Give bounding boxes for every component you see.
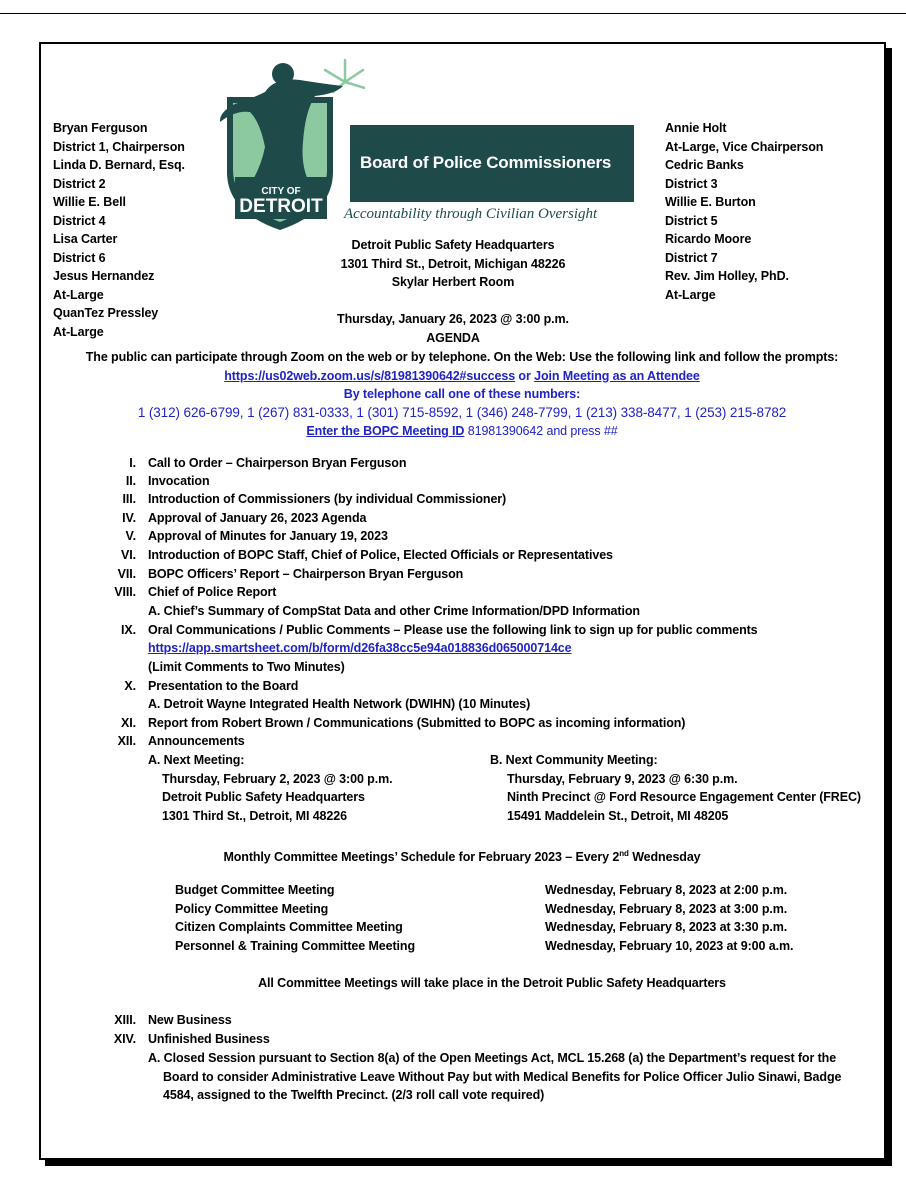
member-role: District 5 [665,213,718,228]
agenda-item: New Business [148,1013,232,1027]
member-role: District 4 [53,213,106,228]
meeting-id-value: 81981390642 and press ## [467,424,618,438]
unfinished-line: A. Closed Session pursuant to Section 8(a) of the Open Meetings Act, MCL 15.268 (a) the Department’s request for the [148,1051,837,1065]
committee-name: Policy Committee Meeting [175,901,329,916]
agenda-item: Call to Order – Chairperson Bryan Ferguson [148,456,407,470]
agenda-item: Approval of Minutes for January 19, 2023 [148,529,388,543]
agenda-num: XI. [121,716,136,730]
agenda-item: Announcements [148,734,245,748]
agenda-num: XII. [117,734,136,748]
agenda-item: Oral Communications / Public Comments – Please use the following link to sign up for public comments [148,623,758,637]
committee-name: Budget Committee Meeting [175,883,335,897]
next-meeting-label: A. Next Meeting: [148,753,245,767]
next-community-meeting [490,751,861,825]
member-role: At-Large, Vice Chairperson [665,139,824,154]
agenda-item: Introduction of Commissioners (by individual Commissioner) [148,492,507,506]
member-role: District 3 [665,176,718,191]
unfinished-line: 4584, assigned to the Twelfth Precinct. (2/3 roll call vote required) [163,1088,545,1102]
member-role: At-Large [665,287,716,302]
next-meeting-place: Detroit Public Safety Headquarters [162,790,365,804]
location-line: Skylar Herbert Room [391,275,515,289]
next-community-label: B. Next Community Meeting: [490,753,658,767]
next-community-address: 15491 Maddelein St., Detroit, MI 48205 [507,808,729,823]
next-meeting-date: Thursday, February 2, 2023 @ 3:00 p.m. [162,771,393,786]
member-role: District 1, Chairperson [53,139,185,154]
member-name: Ricardo Moore [665,232,752,246]
meeting-date: Thursday, January 26, 2023 @ 3:00 p.m. [337,312,569,326]
agenda-item: Chief of Police Report [148,585,277,599]
right-member-list [665,119,823,304]
phone-intro: By telephone call one of these numbers: [343,387,581,401]
meeting-header [290,310,616,347]
next-meeting-address: 1301 Third St., Detroit, MI 48226 [162,808,347,823]
agenda-num: II. [125,474,136,488]
unfinished-sub-item [148,1049,848,1105]
agenda-num: VI. [121,548,136,562]
committee-time: Wednesday, February 10, 2023 at 9:00 a.m. [545,938,794,953]
member-name: Willie E. Bell [53,195,126,209]
member-role: At-Large [53,287,104,302]
committee-name: Citizen Complaints Committee Meeting [175,920,403,934]
committee-names [175,881,415,955]
member-name: Annie Holt [665,121,727,135]
public-comments-link[interactable]: https://app.smartsheet.com/b/form/d26fa38cc5e94a018836d065000714ce [148,641,572,655]
seal-detroit: DETROIT [239,196,323,217]
agenda-num: XIII. [114,1013,136,1027]
committee-footer: All Committee Meetings will take place in the Detroit Public Safety Headquarters [258,976,726,990]
committee-time: Wednesday, February 8, 2023 at 3:30 p.m. [545,920,788,934]
chief-sub-item: A. Chief’s Summary of CompStat Data and other Crime Information/DPD Information [148,604,640,618]
meeting-id-label: Enter the BOPC Meeting ID [306,424,465,438]
agenda-item: Unfinished Business [148,1032,270,1046]
location-line: Detroit Public Safety Headquarters [351,238,555,252]
zoom-block [42,348,882,441]
committee-heading-text: Monthly Committee Meetings’ Schedule for February 2023 – Every 2 [223,850,620,865]
unfinished-line: Board to consider Administrative Leave Without Pay but with Medical Benefits for Police Officer Julio Sinawi, Badge [163,1069,842,1084]
committee-heading [42,845,882,867]
agenda-num: III. [122,492,136,506]
join-attendee-link[interactable]: Join Meeting as an Attendee [534,368,700,383]
committee-name: Personnel & Training Committee Meeting [175,938,415,953]
agenda-num: VII. [117,567,136,581]
agenda-num: IX. [121,623,136,637]
phone-numbers: 1 (312) 626-6799, 1 (267) 831-0333, 1 (301) 715-8592, 1 (346) 248-7799, 1 (213) 338-8477, 1 (253) 215-8782 [137,404,787,420]
comments-limit: (Limit Comments to Two Minutes) [148,660,345,674]
location-block [290,236,616,292]
next-community-date: Thursday, February 9, 2023 @ 6:30 p.m. [507,771,738,786]
detroit-seal-logo [205,52,365,237]
member-name: Willie E. Burton [665,195,756,209]
committee-time: Wednesday, February 8, 2023 at 3:00 p.m. [545,901,788,916]
agenda-item: Invocation [148,474,210,488]
seal-city-of: CITY OF [261,186,301,197]
next-meeting [148,751,392,825]
top-rule [0,13,906,14]
committee-time: Wednesday, February 8, 2023 at 2:00 p.m. [545,883,788,897]
left-member-list [53,119,185,341]
agenda-item: Presentation to the Board [148,679,299,693]
member-name: Bryan Ferguson [53,121,148,135]
member-name: QuanTez Pressley [53,306,159,320]
presentation-sub-item: A. Detroit Wayne Integrated Health Network (DWIHN) (10 Minutes) [148,697,531,711]
member-role: District 2 [53,176,106,191]
zoom-link[interactable]: https://us02web.zoom.us/s/81981390642#success [224,368,516,383]
agenda-num: V. [125,529,136,543]
agenda-item: Report from Robert Brown / Communications (Submitted to BOPC as incoming information) [148,716,686,730]
agenda-num: XIV. [113,1032,136,1046]
next-community-place: Ninth Precinct @ Ford Resource Engagement Center (FREC) [507,790,861,804]
zoom-intro: The public can participate through Zoom on the web or by telephone. On the Web: Use the following link and follow the prompts: [85,350,839,364]
member-role: District 7 [665,250,718,265]
board-tagline: Accountability through Civilian Oversight [344,206,598,222]
agenda-title: AGENDA [426,330,480,345]
member-name: Linda D. Bernard, Esq. [53,158,185,172]
board-name-banner [350,125,634,202]
agenda-item: BOPC Officers’ Report – Chairperson Bryan Ferguson [148,567,464,581]
board-name: Board of Police Commissioners [360,153,612,172]
agenda-item: Approval of January 26, 2023 Agenda [148,511,367,525]
member-role: District 6 [53,250,106,265]
agenda-num: X. [124,679,136,693]
member-name: Jesus Hernandez [53,269,155,283]
zoom-or: or [518,368,531,383]
member-name: Rev. Jim Holley, PhD. [665,269,789,283]
agenda-item: Introduction of BOPC Staff, Chief of Police, Elected Officials or Representatives [148,548,613,562]
member-name: Lisa Carter [53,232,118,246]
agenda-num: I. [129,456,136,470]
agenda-num: IV. [122,511,136,525]
committee-heading-end: Wednesday [628,850,701,865]
committee-heading-sup: nd [619,849,629,858]
member-role: At-Large [53,324,104,339]
location-line: 1301 Third St., Detroit, Michigan 48226 [340,256,566,271]
member-name: Cedric Banks [665,158,744,172]
agenda-num: VIII. [114,585,136,599]
committee-times [545,881,793,955]
